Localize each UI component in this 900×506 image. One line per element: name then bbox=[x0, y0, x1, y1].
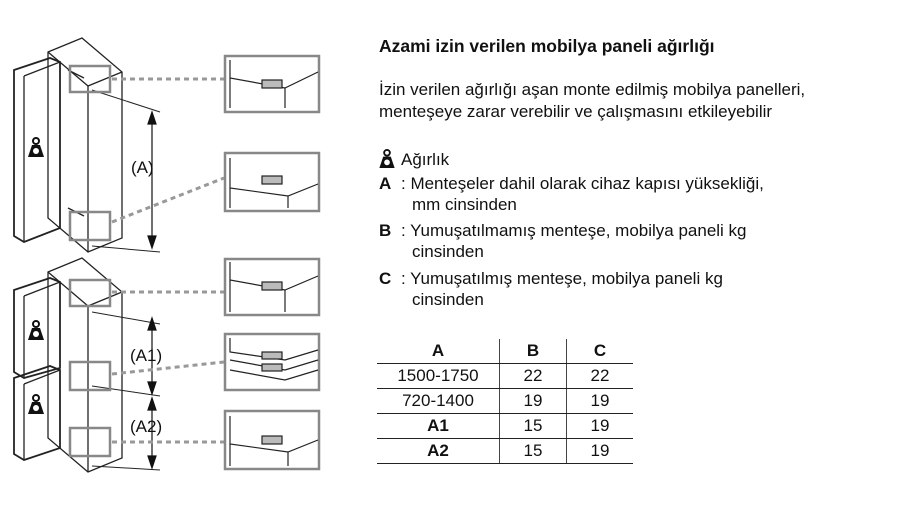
table-header: B bbox=[500, 339, 567, 364]
bottom-appliance bbox=[14, 258, 163, 472]
zoom-box-1 bbox=[225, 56, 319, 112]
table-header: A bbox=[377, 339, 500, 364]
legend-item-weight bbox=[379, 149, 841, 174]
zoom-box-2 bbox=[225, 153, 319, 211]
legend-item-c bbox=[379, 268, 841, 310]
section-heading: Azami izin verilen mobilya paneli ağırlığı bbox=[379, 36, 715, 56]
table-row bbox=[377, 439, 633, 464]
dimension-arrow-a bbox=[148, 112, 156, 248]
table-row bbox=[377, 389, 633, 414]
table-cell: A1 bbox=[377, 414, 500, 439]
legend-key: A bbox=[379, 174, 392, 193]
weight-icon bbox=[379, 149, 401, 174]
zoom-box-5 bbox=[225, 411, 319, 469]
table-cell: 720-1400 bbox=[377, 389, 500, 414]
legend-text: : Yumuşatılmış menteşe, mobilya paneli kg bbox=[401, 269, 723, 288]
table-cell: 22 bbox=[500, 364, 567, 389]
table-cell: 15 bbox=[500, 414, 567, 439]
dimension-label-a: (A) bbox=[131, 158, 154, 177]
legend-text-cont: cinsinden bbox=[412, 290, 484, 309]
legend-text-cont: mm cinsinden bbox=[412, 195, 517, 214]
table-cell: 22 bbox=[567, 364, 634, 389]
legend-text: : Yumuşatılmamış menteşe, mobilya paneli kg bbox=[401, 221, 747, 240]
dimension-label-a2: (A2) bbox=[130, 417, 163, 436]
table-cell: 1500-1750 bbox=[377, 364, 500, 389]
legend-key: B bbox=[379, 221, 392, 240]
hinge-diagram bbox=[0, 0, 360, 506]
legend-text: Ağırlık bbox=[401, 150, 450, 169]
table-row bbox=[377, 364, 633, 389]
weight-table bbox=[377, 339, 633, 464]
zoom-box-3 bbox=[225, 259, 319, 315]
legend-text: : Menteşeler dahil olarak cihaz kapısı yüksekliği, bbox=[401, 174, 764, 193]
legend-item-b bbox=[379, 220, 841, 262]
table-row bbox=[377, 414, 633, 439]
table-cell: 19 bbox=[567, 389, 634, 414]
legend-text-cont: cinsinden bbox=[412, 242, 484, 261]
legend-key: C bbox=[379, 269, 392, 288]
table-cell: A2 bbox=[377, 439, 500, 464]
table-header: C bbox=[567, 339, 634, 364]
table-cell: 19 bbox=[567, 414, 634, 439]
table-cell: 19 bbox=[500, 389, 567, 414]
table-header-row bbox=[377, 339, 633, 364]
table-cell: 19 bbox=[567, 439, 634, 464]
table-cell: 15 bbox=[500, 439, 567, 464]
dimension-label-a1: (A1) bbox=[130, 346, 163, 365]
zoom-box-4 bbox=[225, 334, 319, 390]
legend-item-a bbox=[379, 173, 841, 215]
intro-text: İzin verilen ağırlığı aşan monte edilmiş mobilya panelleri, menteşeye zarar verebilir ve çalışmasını etkileyebilir bbox=[379, 80, 806, 121]
